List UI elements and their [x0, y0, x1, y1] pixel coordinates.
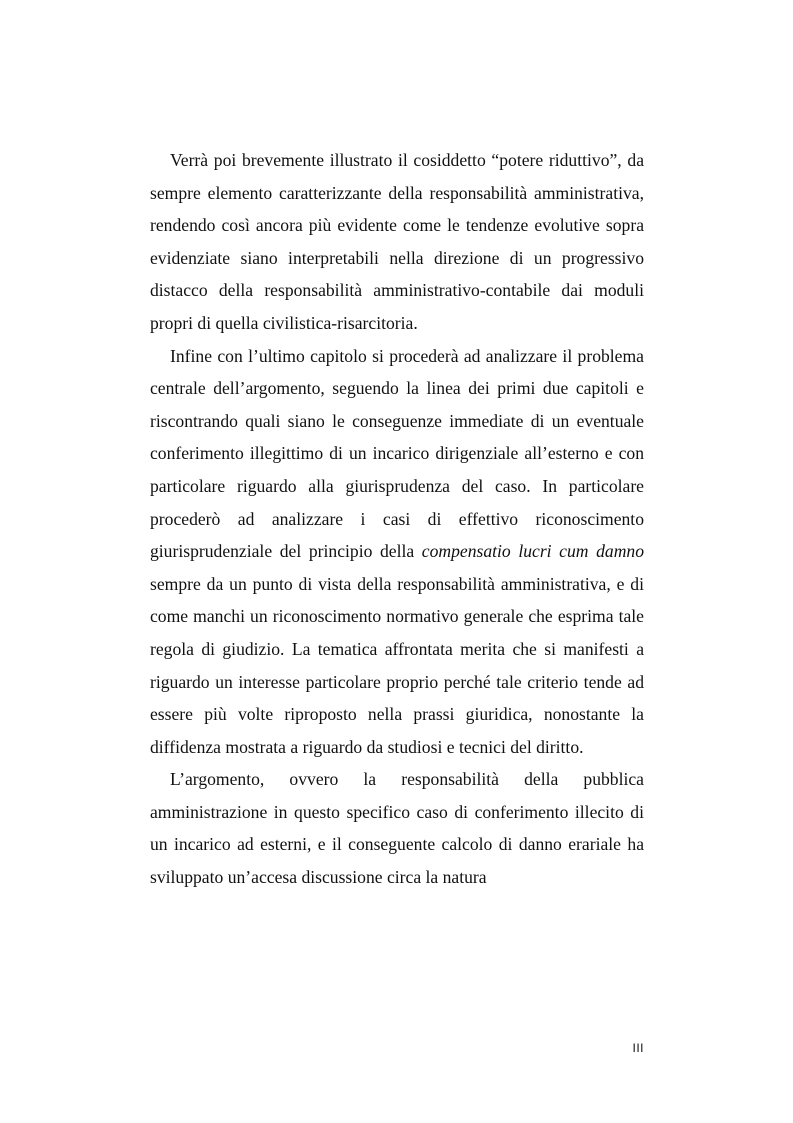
- paragraph-argomento: L’argomento, ovvero la responsabilità della pubblica amministrazione in questo specifico caso di conferimento illecito di un incarico ad esterni, e il conseguente calcolo di danno erariale ha sviluppato un’accesa discussione circa la natura: [150, 769, 644, 888]
- paragraph-ultimo-capitolo-lead: Infine con l’ultimo capitolo si procederà ad analizzare il problema centrale dell’argomento, seguendo la linea dei primi due capitoli e riscontrando quali siano le conseguenze immediate di un eventuale conferimento illegittimo di un incarico dirigenziale all’esterno e con particolare riguardo alla giurisprudenza del caso. In particolare procederò ad analizzare i casi di effettivo riconoscimento giurisprudenziale del principio della: [150, 345, 644, 562]
- paragraph-ultimo-capitolo: [150, 340, 644, 764]
- page-number: III: [632, 1041, 644, 1055]
- page-body: [150, 144, 644, 894]
- paragraph-potere-riduttivo: Verrà poi brevemente illustrato il cosiddetto “potere riduttivo”, da sempre elemento caratterizzante della responsabilità amministrativa, rendendo così ancora più evidente come le tendenze evolutive sopra evidenziate siano interpretabili nella direzione di un progressivo distacco della responsabilità amministrativo-contabile dai moduli propri di quella civilistica-risarcitoria.: [150, 150, 644, 333]
- paragraph-ultimo-capitolo-tail: sempre da un punto di vista della responsabilità amministrativa, e di come manchi un riconoscimento normativo generale che esprima tale regola di giudizio. La tematica affrontata merita che si manifesti a riguardo un interesse particolare proprio perché tale criterio tende ad essere più volte riproposto nella prassi giuridica, nonostante la diffidenza mostrata a riguardo da studiosi e tecnici del diritto.: [150, 573, 644, 757]
- italic-latin-phrase: compensatio lucri cum damno: [421, 541, 644, 562]
